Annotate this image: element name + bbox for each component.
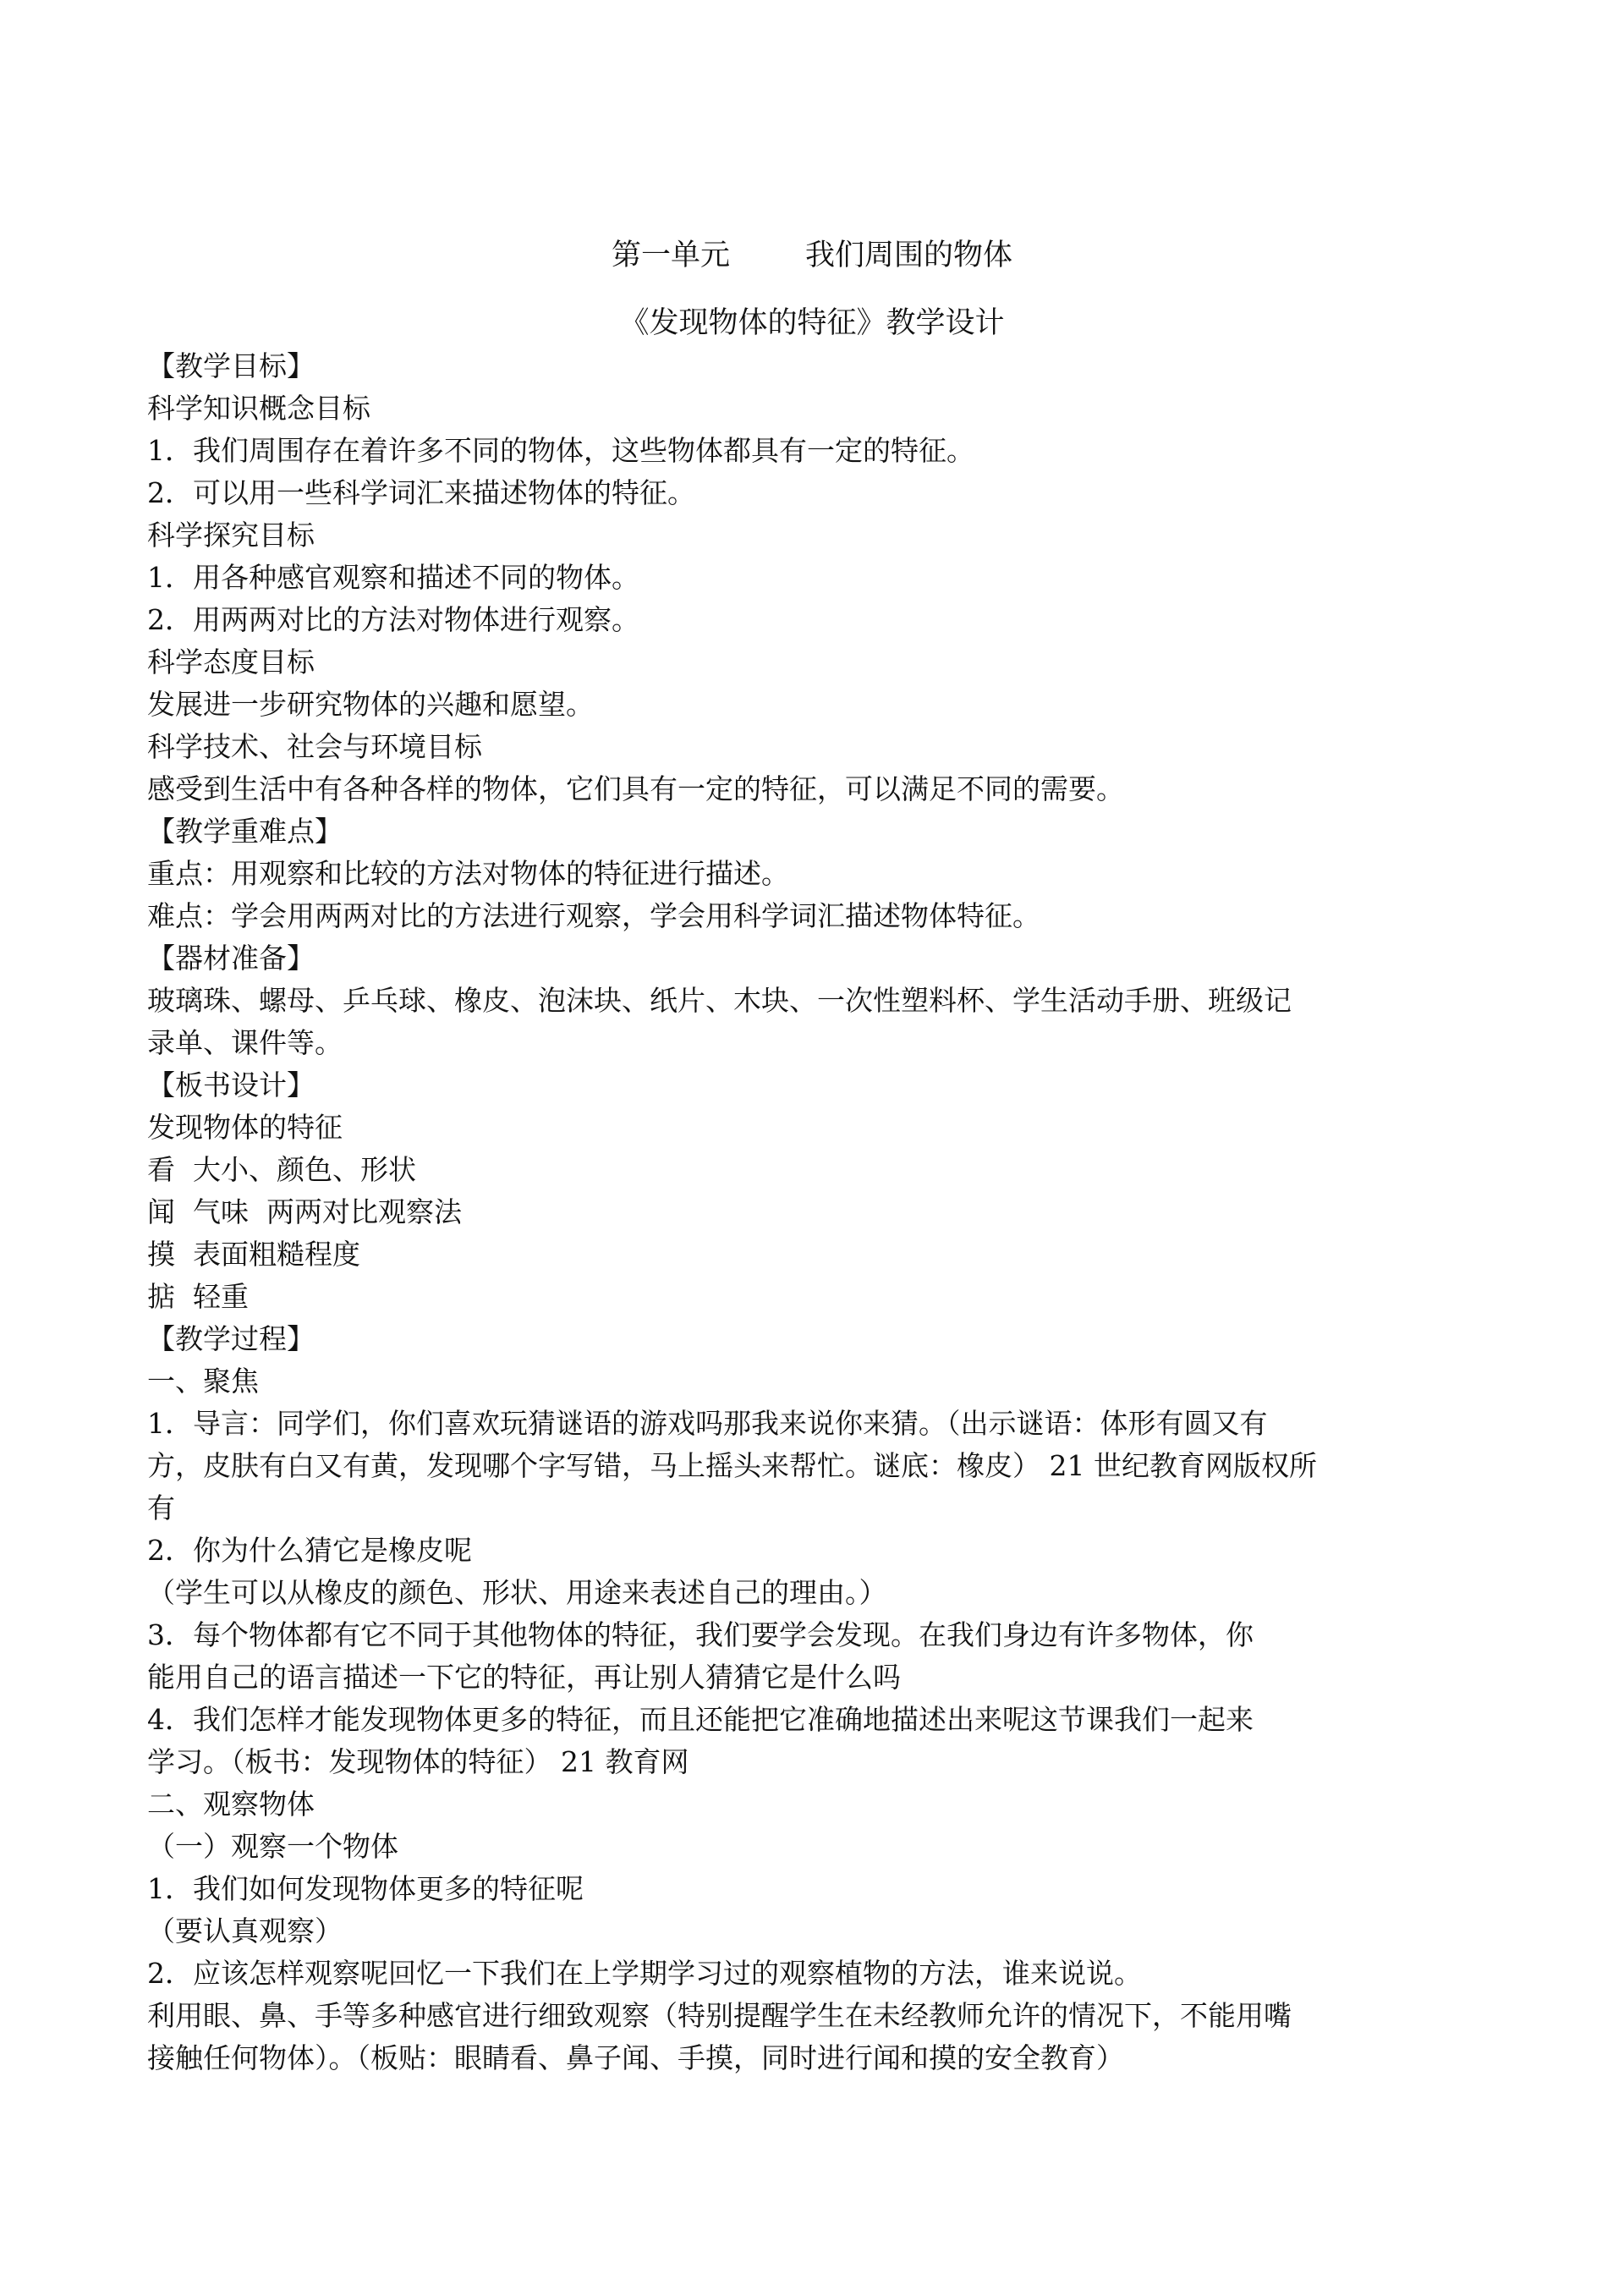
text-line: 难点：学会用两两对比的方法进行观察，学会用科学词汇描述物体特征。 [147, 899, 1040, 932]
text-line: 发展进一步研究物体的兴趣和愿望。 [147, 688, 594, 721]
text-line: 接触任何物体）。（板贴：眼睛看、鼻子闻、手摸，同时进行闻和摸的安全教育） [147, 2041, 1124, 2074]
text-line: 4．我们怎样才能发现物体更多的特征，而且还能把它准确地描述出来呢这节课我们一起来 [147, 1703, 1254, 1736]
text-line: 2．你为什么猜它是橡皮呢 [147, 1534, 472, 1567]
subheading-observe-one: （一）观察一个物体 [147, 1830, 398, 1863]
text-line: （要认真观察） [147, 1914, 343, 1947]
lesson-title: 《发现物体的特征》教学设计 [619, 306, 1005, 340]
subheading-sts: 科学技术、社会与环境目标 [147, 730, 482, 763]
text-line: 录单、课件等。 [147, 1026, 343, 1059]
text-line: 能用自己的语言描述一下它的特征，再让别人猜猜它是什么吗 [147, 1661, 901, 1694]
text-line: 2．用两两对比的方法对物体进行观察。 [147, 603, 639, 636]
text-line: 发现物体的特征 [147, 1111, 343, 1144]
text-line: 利用眼、鼻、手等多种感官进行细致观察（特别提醒学生在未经教师允许的情况下，不能用嘴 [147, 1999, 1292, 2032]
section-heading-key-points: 【教学重难点】 [147, 815, 343, 848]
text-line: 重点：用观察和比较的方法对物体的特征进行描述。 [147, 857, 789, 890]
text-line: 有 [147, 1491, 175, 1524]
text-line: （学生可以从橡皮的颜色、形状、用途来表述自己的理由。） [147, 1576, 887, 1609]
unit-title: 第一单元 我们周围的物体 [611, 239, 1012, 272]
text-line: 1．导言：同学们，你们喜欢玩猜谜语的游戏吗那我来说你来猜。（出示谜语：体形有圆又有 [147, 1407, 1268, 1440]
text-line: 方，皮肤有白又有黄，发现哪个字写错，马上摇头来帮忙。谜底：橡皮） 21 世纪教育网版权所 [147, 1449, 1317, 1482]
text-line: 看 大小、颜色、形状 [147, 1153, 416, 1186]
text-line: 3．每个物体都有它不同于其他物体的特征，我们要学会发现。在我们身边有许多物体，你 [147, 1618, 1254, 1651]
section-heading-materials: 【器材准备】 [147, 942, 315, 975]
subheading-inquiry: 科学探究目标 [147, 519, 315, 552]
text-line: 1．我们如何发现物体更多的特征呢 [147, 1872, 584, 1905]
section-heading-board-design: 【板书设计】 [147, 1068, 315, 1101]
text-line: 玻璃珠、螺母、乒乓球、橡皮、泡沫块、纸片、木块、一次性塑料杯、学生活动手册、班级记 [147, 984, 1292, 1017]
text-line: 闻 气味 两两对比观察法 [147, 1195, 462, 1228]
subheading-knowledge: 科学知识概念目标 [147, 392, 370, 425]
subheading-observe: 二、观察物体 [147, 1788, 315, 1821]
text-line: 2．可以用一些科学词汇来描述物体的特征。 [147, 476, 695, 509]
section-heading-process: 【教学过程】 [147, 1322, 315, 1355]
document-body [147, 345, 1450, 2079]
text-line: 摸 表面粗糙程度 [147, 1238, 360, 1271]
text-line: 掂 轻重 [147, 1280, 249, 1313]
text-line: 2．应该怎样观察呢回忆一下我们在上学期学习过的观察植物的方法，谁来说说。 [147, 1957, 1142, 1990]
subheading-attitude: 科学态度目标 [147, 645, 315, 678]
section-heading-objectives: 【教学目标】 [147, 349, 315, 382]
text-line: 1．我们周围存在着许多不同的物体，这些物体都具有一定的特征。 [147, 434, 974, 467]
text-line: 学习。（板书：发现物体的特征） 21 教育网 [147, 1745, 689, 1778]
subheading-focus: 一、聚焦 [147, 1365, 259, 1398]
text-line: 1．用各种感官观察和描述不同的物体。 [147, 561, 639, 594]
text-line: 感受到生活中有各种各样的物体，它们具有一定的特征，可以满足不同的需要。 [147, 772, 1124, 805]
